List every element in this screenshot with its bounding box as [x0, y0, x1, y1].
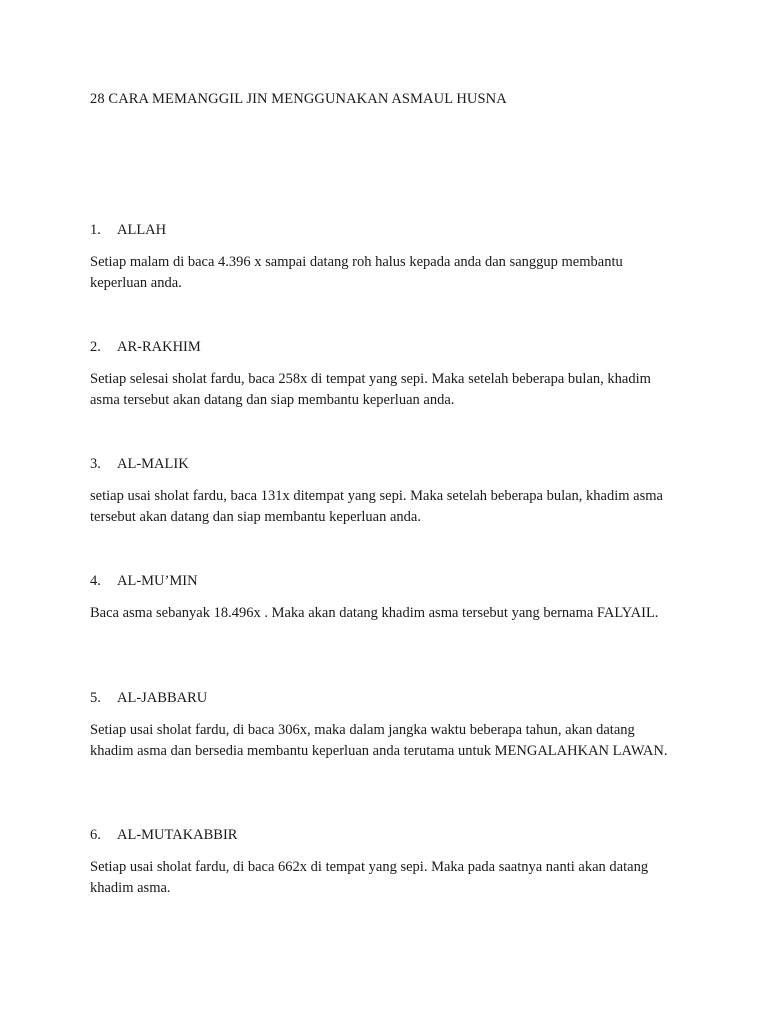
item-name: AL-JABBARU — [117, 690, 208, 706]
item-number: 4. — [90, 573, 101, 589]
item-heading — [90, 825, 690, 845]
item-name: ALLAH — [117, 222, 167, 238]
document-title: 28 CARA MEMANGGIL JIN MENGGUNAKAN ASMAUL HUSNA — [90, 91, 507, 107]
item-name: AL-MALIK — [117, 456, 189, 472]
item-heading — [90, 571, 690, 591]
item-number: 3. — [90, 456, 101, 472]
item-name: AR-RAKHIM — [117, 339, 201, 355]
item-number: 5. — [90, 690, 101, 706]
item-number: 6. — [90, 827, 101, 843]
item-heading — [90, 688, 690, 708]
item-description: Setiap selesai sholat fardu, baca 258x di tempat yang sepi. Maka setelah beberapa bulan, khadim asma tersebut akan datang dan siap membantu keperluan anda. — [90, 371, 651, 408]
item-description: Setiap usai sholat fardu, di baca 306x, maka dalam jangka waktu beberapa tahun, akan datang khadim asma dan bersedia membantu keperluan anda terutama untuk MENGALAHKAN LAWAN. — [90, 722, 668, 759]
list-item — [90, 454, 690, 527]
item-number: 2. — [90, 339, 101, 355]
list-item — [90, 337, 690, 410]
item-name: AL-MUTAKABBIR — [117, 827, 238, 843]
item-description: setiap usai sholat fardu, baca 131x ditempat yang sepi. Maka setelah beberapa bulan, khadim asma tersebut akan datang dan siap membantu keperluan anda. — [90, 488, 663, 525]
item-heading — [90, 220, 690, 240]
list-item — [90, 825, 690, 898]
list-item — [90, 220, 690, 293]
item-heading — [90, 454, 690, 474]
list-item — [90, 688, 690, 761]
list-item — [90, 571, 690, 624]
item-number: 1. — [90, 222, 101, 238]
item-description: Setiap usai sholat fardu, di baca 662x di tempat yang sepi. Maka pada saatnya nanti akan datang khadim asma. — [90, 859, 649, 896]
item-name: AL-MU’MIN — [117, 573, 198, 589]
item-description: Baca asma sebanyak 18.496x . Maka akan datang khadim asma tersebut yang bernama FALYAIL. — [90, 605, 659, 621]
item-heading — [90, 337, 690, 357]
item-description: Setiap malam di baca 4.396 x sampai datang roh halus kepada anda dan sanggup membantu keperluan anda. — [90, 254, 623, 291]
